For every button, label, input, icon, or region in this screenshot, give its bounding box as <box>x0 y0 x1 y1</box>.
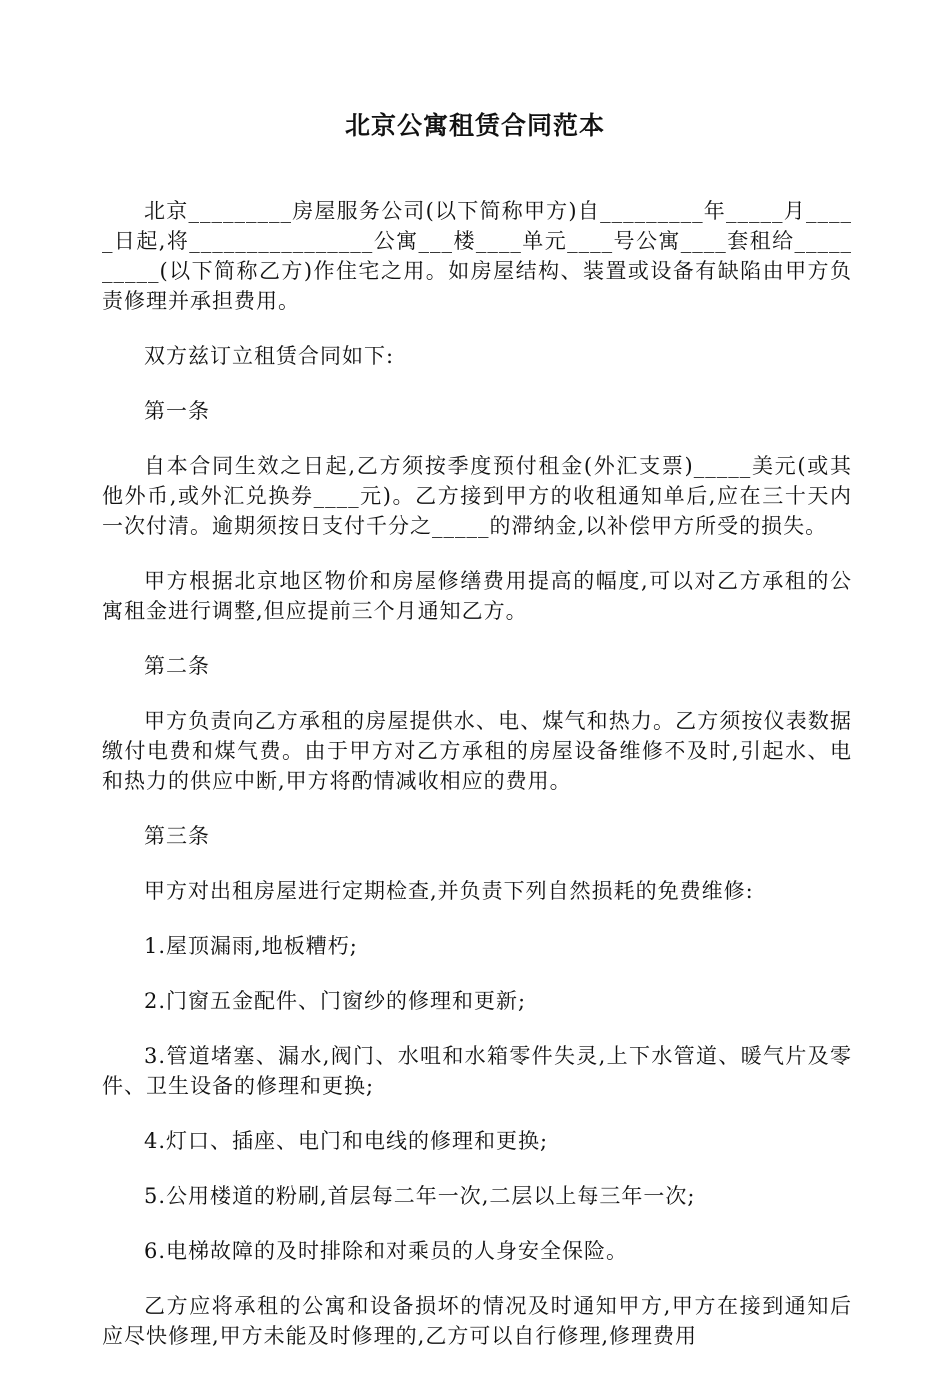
paragraph-intro: 北京_________房屋服务公司(以下简称甲方)自_________年_____月_____日起,将________________公寓___楼____单元____号公寓____套租给__________(以下简称乙方)作住宅之用。如房屋结构、装置或设备有缺陷由甲方负责修理并承担费用。 <box>102 199 852 313</box>
list-item: 6.电梯故障的及时排除和对乘员的人身安全保险。 <box>144 1239 629 1263</box>
article-1-heading: 第一条 <box>144 399 210 423</box>
paragraph-agreement: 双方兹订立租赁合同如下: <box>144 344 395 368</box>
list-item: 2.门窗五金配件、门窗纱的修理和更新; <box>144 989 527 1013</box>
list-item: 5.公用楼道的粉刷,首层每二年一次,二层以上每三年一次; <box>144 1184 696 1208</box>
list-item: 3.管道堵塞、漏水,阀门、水咀和水箱零件失灵,上下水管道、暖气片及零件、卫生设备的修理和更换; <box>102 1044 852 1098</box>
document-title: 北京公寓租赁合同范本 <box>344 111 605 140</box>
article-3-maintenance-intro: 甲方对出租房屋进行定期检查,并负责下列自然损耗的免费维修: <box>144 879 754 903</box>
article-3-heading: 第三条 <box>144 824 210 848</box>
article-2-utilities: 甲方负责向乙方承租的房屋提供水、电、煤气和热力。乙方须按仪表数据缴付电费和煤气费。由于甲方对乙方承租的房屋设备维修不及时,引起水、电和热力的供应中断,甲方将酌情减收相应的费用。 <box>102 709 852 793</box>
document-body <box>102 196 852 1376</box>
list-item: 1.屋顶漏雨,地板糟朽; <box>144 934 358 958</box>
article-2-heading: 第二条 <box>144 654 210 678</box>
list-item: 4.灯口、插座、电门和电线的修理和更换; <box>144 1129 549 1153</box>
paragraph-damage-notification: 乙方应将承租的公寓和设备损坏的情况及时通知甲方,甲方在接到通知后应尽快修理,甲方未能及时修理的,乙方可以自行修理,修理费用 <box>102 1294 852 1348</box>
article-1-rent-payment: 自本合同生效之日起,乙方须按季度预付租金(外汇支票)_____美元(或其他外币,或外汇兑换券____元)。乙方接到甲方的收租通知单后,应在三十天内一次付清。逾期须按日支付千分之_____的滞纳金,以补偿甲方所受的损失。 <box>102 454 852 538</box>
article-1-rent-adjustment: 甲方根据北京地区物价和房屋修缮费用提高的幅度,可以对乙方承租的公寓租金进行调整,但应提前三个月通知乙方。 <box>102 569 852 623</box>
